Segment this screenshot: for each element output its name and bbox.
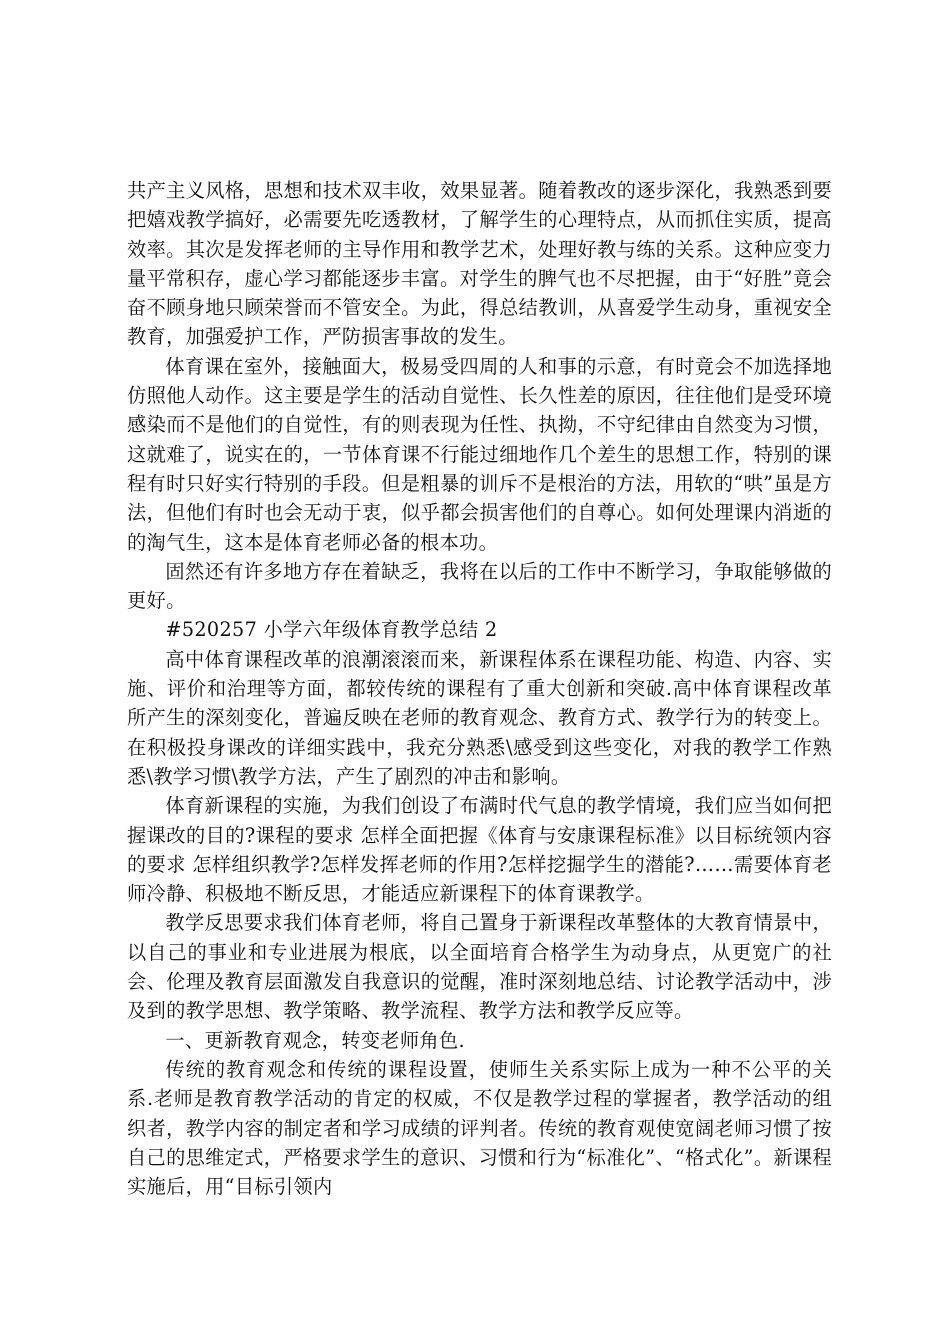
- paragraph: 固然还有许多地方存在着缺乏，我将在以后的工作中不断学习，争取能够做的更好。: [127, 559, 832, 613]
- subsection-heading: 一、更新教育观念，转变老师角色.: [165, 1028, 465, 1052]
- paragraph: 传统的教育观念和传统的课程设置，使师生关系实际上成为一种不公平的关系.老师是教育教学活动的肯定的权威，不仅是教学过程的掌握者，教学活动的组织者，教学内容的制定者和学习成绩的评判者。传统的教育观使宽阔老师习惯了按自己的思维定式，严格要求学生的意识、习惯和行为“标准化”、“格式化”。新课程实施后，用“目标引领内: [127, 1057, 832, 1199]
- paragraph: 共产主义风格，思想和技术双丰收，效果显著。随着教改的逐步深化，我熟悉到要把嬉戏教学搞好，必需要先吃透教材，了解学生的心理特点，从而抓住实质，提高效率。其次是发挥老师的主导作用和教学艺术，处理好教与练的关系。这种应变力量平常积存，虚心学习都能逐步丰富。对学生的脾气也不尽把握，由于“好胜”竟会奋不顾身地只顾荣誉而不管安全。为此，得总结教训，从喜爱学生动身，重视安全教育，加强爱护工作，严防损害事故的发生。: [127, 179, 832, 349]
- paragraph: 体育新课程的实施，为我们创设了布满时代气息的教学情境，我们应当如何把握课改的目的?课程的要求 怎样全面把握《体育与安康课程标准》以目标统领内容的要求 怎样组织教学?怎样发挥老师的作用?怎样挖掘学生的潜能?……需要体育老师冷静、积极地不断反思，才能适应新课程下的体育课教学。: [127, 794, 832, 906]
- paragraph: 体育课在室外，接触面大，极易受四周的人和事的示意，有时竟会不加选择地仿照他人动作。这主要是学生的活动自觉性、长久性差的原因，往往他们是受环境感染而不是他们的自觉性，有的则表现为任性、执拗，不守纪律由自然变为习惯，这就难了，说实在的，一节体育课不行能过细地作几个差生的思想工作，特别的课程有时只好实行特别的手段。但是粗暴的训斥不是根治的方法，用软的“哄”虽是方法，但他们有时也会无动于衷，似乎都会损害他们的自尊心。如何处理课内消逝的的淘气生，这本是体育老师必备的根本功。: [127, 354, 832, 554]
- paragraph: 高中体育课程改革的浪潮滚滚而来，新课程体系在课程功能、构造、内容、实施、评价和治理等方面，都较传统的课程有了重大创新和突破.高中体育课程改革所产生的深刻变化，普遍反映在老师的教育观念、教育方式、教学行为的转变上。在积极投身课改的详细实践中，我充分熟悉\感受到这些变化，对我的教学工作熟悉\教学习惯\教学方法，产生了剧烈的冲击和影响。: [127, 647, 832, 788]
- section-heading: #520257 小学六年级体育教学总结 2: [165, 618, 498, 642]
- document-body: [127, 176, 832, 1201]
- paragraph: 教学反思要求我们体育老师，将自己置身于新课程改革整体的大教育情景中，以自己的事业和专业进展为根底，以全面培育合格学生为动身点，从更宽广的社会、伦理及教育层面激发自我意识的觉醒，准时深刻地总结、讨论教学活动中，涉及到的教学思想、教学策略、教学流程、教学方法和教学反应等。: [127, 911, 832, 1023]
